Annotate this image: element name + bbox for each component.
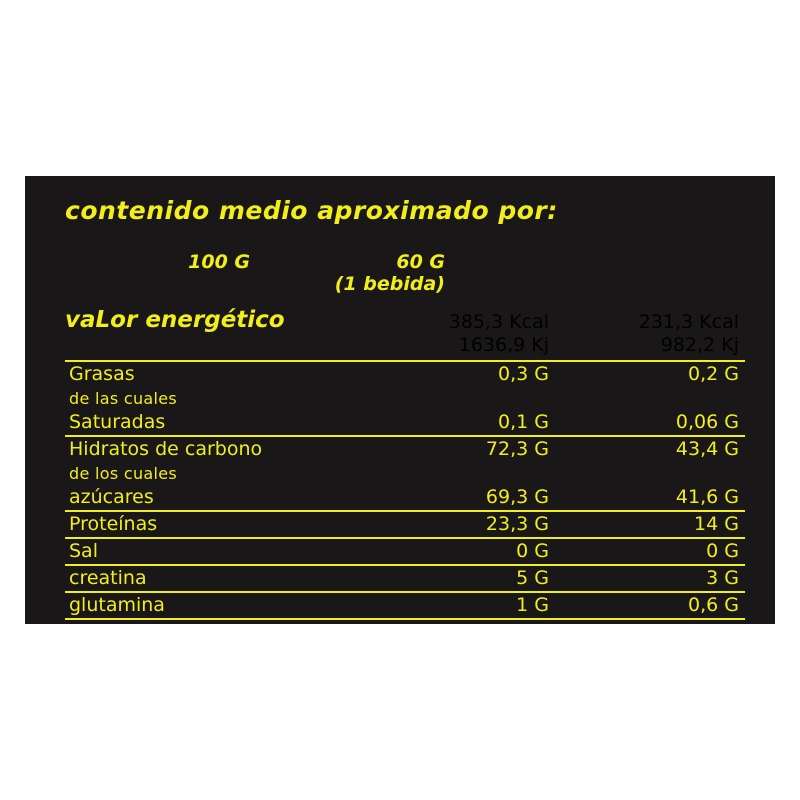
row-value-100g [365, 462, 555, 485]
row-value-100g: 23,3 G [365, 511, 555, 538]
row-label: Saturadas [65, 410, 365, 436]
row-value-100g [365, 387, 555, 410]
row-label: Hidratos de carbono [69, 438, 263, 460]
energy-kj-60g: 982,2 Kj [660, 334, 739, 356]
row-value-60g: 3 G [555, 565, 745, 592]
table-row [65, 485, 745, 511]
row-label: Sal [65, 538, 365, 565]
row-value-60g: 0,6 G [555, 592, 745, 619]
table-row [65, 410, 745, 436]
table-row [65, 511, 745, 538]
row-value-100g: 5 G [365, 565, 555, 592]
energy-kcal-60g: 231,3 Kcal [638, 311, 739, 333]
column-header-60g [260, 251, 445, 295]
column-header-60g-sublabel: (1 bebida) [334, 273, 445, 295]
energy-label: vaLor energético [65, 307, 285, 333]
row-value-60g [555, 387, 745, 410]
nutrition-table [65, 362, 745, 620]
row-label: azúcares [65, 485, 365, 511]
energy-kcal-100g: 385,3 Kcal [448, 311, 549, 333]
table-row [65, 387, 745, 410]
column-header-60g-label: 60 G [396, 251, 445, 273]
energy-kj-100g: 1636,9 Kj [458, 334, 549, 356]
row-label: Proteínas [65, 511, 365, 538]
panel-headline: contenido medio aproximado por: [65, 196, 558, 225]
column-headers [65, 225, 445, 295]
column-header-100g-label: 100 G [188, 251, 250, 273]
row-label: de los cuales [69, 464, 178, 483]
row-value-100g: 0,3 G [498, 363, 549, 385]
row-value-60g: 0,06 G [555, 410, 745, 436]
row-value-100g: 0 G [365, 538, 555, 565]
energy-row [65, 307, 745, 333]
table-row [65, 462, 745, 485]
row-value-100g: 72,3 G [485, 438, 549, 460]
row-value-60g: 14 G [555, 511, 745, 538]
table-header [65, 196, 745, 225]
row-label: glutamina [65, 592, 365, 619]
energy-kj-values [65, 334, 745, 356]
row-value-60g: 41,6 G [555, 485, 745, 511]
table-row [65, 362, 745, 387]
table-row [65, 592, 745, 619]
energy-kcal-values [365, 311, 745, 333]
column-header-100g [65, 251, 250, 295]
panel-content [65, 196, 745, 620]
row-label: creatina [65, 565, 365, 592]
nutrition-facts-panel [25, 176, 775, 624]
row-label: Grasas [69, 363, 135, 385]
row-value-100g: 69,3 G [365, 485, 555, 511]
row-value-60g: 43,4 G [675, 438, 739, 460]
table-row [65, 436, 745, 462]
row-value-60g: 0,2 G [688, 363, 739, 385]
row-value-60g: 0 G [555, 538, 745, 565]
table-row [65, 538, 745, 565]
row-value-100g: 0,1 G [365, 410, 555, 436]
row-label: de las cuales [69, 389, 178, 408]
row-value-100g: 1 G [365, 592, 555, 619]
table-row [65, 565, 745, 592]
row-value-60g [555, 462, 745, 485]
